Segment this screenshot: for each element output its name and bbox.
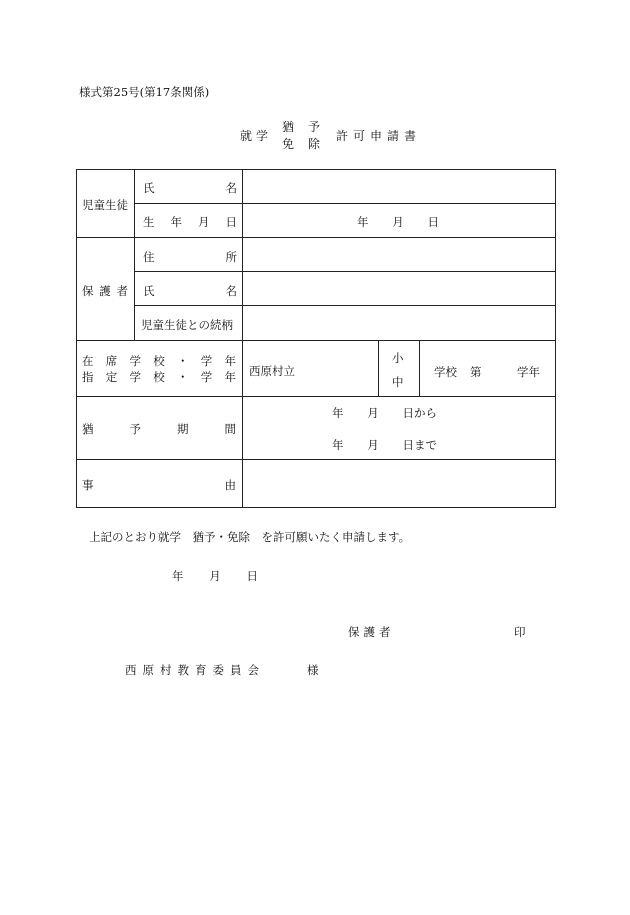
student-name-field[interactable]	[243, 170, 555, 203]
table-border-bottom	[76, 507, 556, 508]
seal-mark: 印	[514, 625, 526, 639]
reason-char: 事	[82, 478, 94, 492]
guardian-label-char: 保	[82, 284, 94, 298]
address-label-char: 所	[225, 250, 237, 264]
table-border-left	[76, 169, 77, 508]
name-label-char: 氏	[143, 181, 155, 195]
year-unit: 年	[357, 215, 369, 229]
title-lead: 就学	[240, 129, 273, 143]
table-rule	[134, 203, 556, 204]
day-unit: 日	[246, 569, 258, 583]
grade-prefix: 第	[470, 365, 482, 379]
student-name-label	[143, 180, 237, 196]
dob-label-char: 日	[225, 215, 237, 229]
dob-label	[143, 214, 237, 230]
day-to-unit: 日まで	[402, 438, 437, 452]
title-tail: 許可申請書	[336, 129, 422, 143]
school-name-field[interactable]	[243, 341, 377, 396]
period-from-field[interactable]	[332, 405, 437, 421]
period-char: 猶	[82, 422, 94, 436]
honorific: 様	[307, 663, 319, 677]
guardian-name-label	[143, 283, 237, 299]
guardian-name-char: 氏	[143, 284, 155, 298]
guardian-label-char: 者	[116, 284, 128, 298]
period-label	[82, 421, 236, 437]
period-char: 予	[129, 422, 141, 436]
relationship-label: 児童生徒との続柄	[141, 318, 233, 332]
year-unit: 年	[172, 569, 184, 583]
guardian-name-char: 名	[225, 284, 237, 298]
village-school-prefix: 西原村立	[249, 364, 295, 378]
guardian-label-char: 護	[99, 284, 111, 298]
day-unit: 日	[427, 215, 439, 229]
elementary-option[interactable]: 小	[392, 351, 404, 365]
year-unit: 年	[332, 438, 344, 452]
year-unit: 年	[332, 406, 344, 420]
designated-char: 年	[224, 370, 236, 384]
application-statement: 上記のとおり就学 猶予・免除 を許可願いたく申請します。	[89, 530, 411, 544]
dob-label-char: 年	[170, 215, 182, 229]
enrolled-char: 席	[105, 354, 118, 368]
period-char: 期	[177, 422, 189, 436]
designated-char: 学	[200, 370, 213, 384]
student-group-label: 児童生徒	[82, 198, 128, 212]
table-rule	[419, 340, 420, 397]
table-rule	[378, 340, 379, 397]
middle-option[interactable]: 中	[392, 375, 404, 389]
month-unit: 月	[367, 406, 379, 420]
title-option-exemption: 免除	[282, 137, 335, 151]
guardian-address-field[interactable]	[243, 238, 555, 271]
reason-field[interactable]	[243, 460, 555, 507]
period-char: 間	[224, 422, 236, 436]
month-unit: 月	[367, 438, 379, 452]
enrolled-char: 学	[129, 354, 141, 368]
reason-char: 由	[224, 478, 236, 492]
form-title	[240, 118, 440, 152]
designated-char: 定	[105, 370, 118, 384]
application-date[interactable]	[172, 568, 258, 584]
table-rule	[76, 396, 556, 397]
address-label	[143, 249, 237, 265]
form-number: 様式第25号(第17条関係)	[79, 85, 210, 99]
relationship-field[interactable]	[243, 306, 555, 340]
school-suffix: 学校	[434, 365, 457, 379]
designated-char: 指	[82, 370, 94, 384]
designated-char: ・	[177, 370, 189, 384]
dob-field[interactable]	[357, 214, 439, 230]
designated-char: 校	[153, 370, 165, 384]
title-option-deferral: 猶予	[282, 120, 335, 134]
enrolled-char: 在	[82, 354, 94, 368]
guardian-name-field[interactable]	[243, 272, 555, 305]
guardian-signature-label: 保護者	[348, 625, 395, 639]
designated-char: 学	[129, 370, 141, 384]
month-unit: 月	[209, 569, 221, 583]
table-rule	[134, 169, 135, 341]
period-to-field[interactable]	[332, 437, 437, 453]
month-unit: 月	[392, 215, 404, 229]
enrolled-char: 年	[224, 354, 236, 368]
table-border-right	[555, 169, 556, 508]
enrolled-char: 学	[200, 354, 213, 368]
dob-label-char: 月	[198, 215, 210, 229]
dob-label-char: 生	[143, 215, 155, 229]
grade-suffix: 学年	[517, 365, 540, 379]
enrolled-school-label	[82, 353, 236, 369]
enrolled-char: ・	[177, 354, 189, 368]
guardian-group-label	[82, 283, 128, 299]
name-label-char: 名	[225, 181, 237, 195]
day-from-unit: 日から	[402, 406, 437, 420]
enrolled-char: 校	[153, 354, 165, 368]
address-label-char: 住	[143, 250, 155, 264]
addressee: 西原村教育委員会	[125, 663, 265, 677]
designated-school-label	[82, 369, 236, 385]
reason-label	[82, 477, 236, 493]
